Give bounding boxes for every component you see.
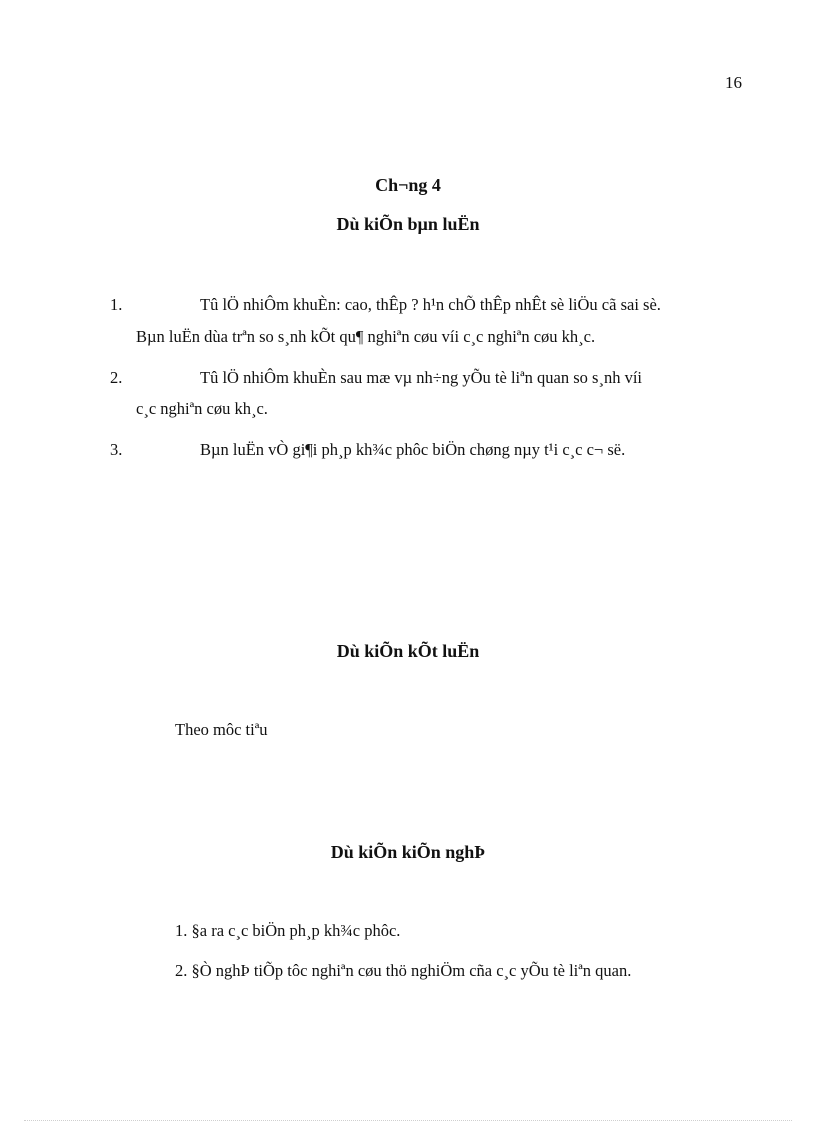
conclusion-text: Theo môc tiªu: [175, 720, 268, 739]
page-number: 16: [725, 73, 742, 92]
recommendation-item-1: 1. §a ra c¸c biÖn ph¸p kh¾c phôc.: [175, 921, 401, 940]
discussion-item-2-line-2: c¸c nghiªn cøu kh¸c.: [136, 399, 268, 418]
discussion-item-1-line-2: Bµn luËn dùa trªn so s¸nh kÕt qu¶ nghiªn cøu víi c¸c nghiªn cøu kh¸c.: [136, 327, 596, 346]
page-bottom-divider: [24, 1120, 792, 1121]
discussion-item-2-line-1: Tû lÖ nhiÔm khuÈn sau mæ vµ nh÷ng yÕu tè liªn quan so s¸nh víi: [200, 368, 643, 387]
list-number: 1.: [110, 295, 123, 314]
recommendation-heading: Dù kiÕn kiÕn nghÞ: [330, 842, 486, 862]
conclusion-heading: Dù kiÕn kÕt luËn: [336, 641, 480, 661]
recommendation-item-2: 2. §Ò nghÞ tiÕp tôc nghiªn cøu thö nghiÖm cña c¸c yÕu tè liªn quan.: [175, 961, 632, 980]
discussion-item-3-line-1: Bµn luËn vÒ gi¶i ph¸p kh¾c phôc biÖn chøng nµy t¹i c¸c c¬ së.: [200, 440, 626, 459]
list-number: 3.: [110, 440, 123, 459]
list-number: 2.: [110, 368, 123, 387]
discussion-item-1-line-1: Tû lÖ nhiÔm khuÈn: cao, thÊp ? h¹n chÕ thÊp nhÊt sè liÖu cã sai sè.: [200, 295, 661, 314]
chapter-subtitle: Dù kiÕn bµn luËn: [336, 214, 480, 234]
chapter-title: Ch¬ng 4: [375, 175, 441, 195]
